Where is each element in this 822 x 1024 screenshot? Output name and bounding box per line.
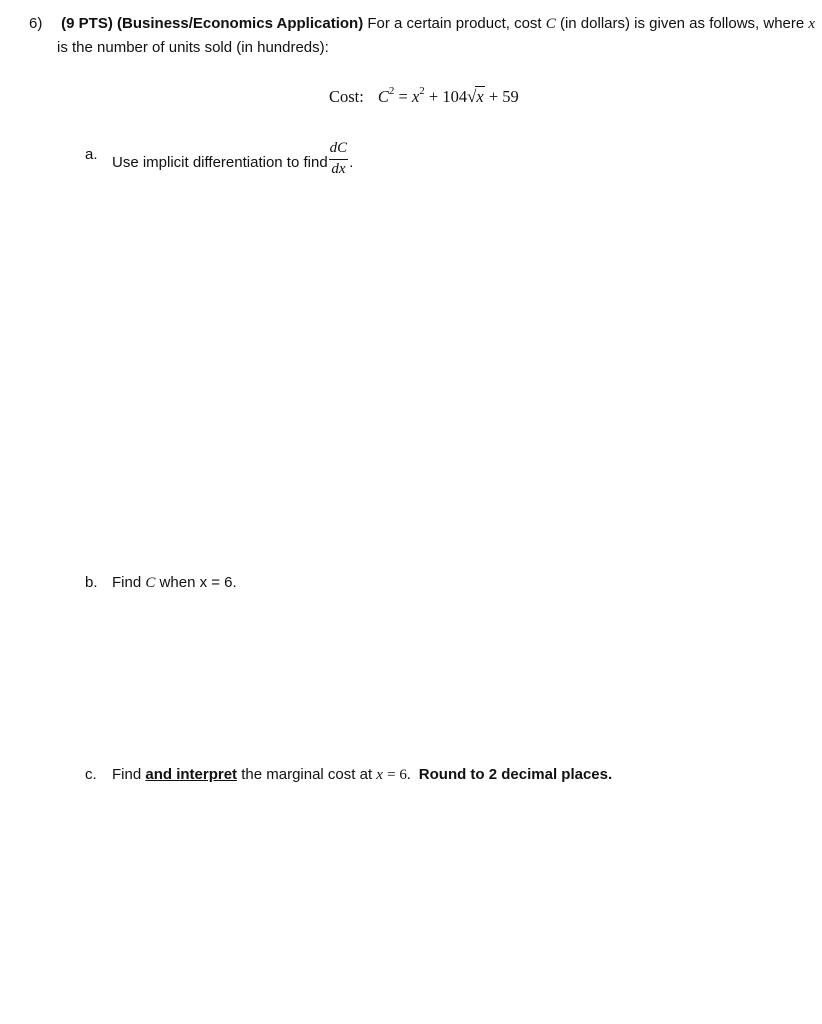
part-c-rounding-note: Round to 2 decimal places.	[418, 766, 613, 783]
question-header	[29, 15, 815, 33]
cost-label: Cost:	[329, 87, 364, 106]
part-b-text	[112, 574, 237, 592]
fraction-numerator: dC	[329, 141, 349, 160]
part-c-text-2: the marginal cost at	[241, 766, 373, 783]
variable-c: C	[545, 16, 556, 32]
variable-x: x	[808, 16, 816, 32]
intro-text-2: (in dollars) is given as follows, where	[559, 15, 805, 32]
part-c-text-3: = 6.	[387, 767, 411, 783]
part-b-text-2: when x = 6.	[159, 574, 237, 591]
part-b-letter: b.	[85, 574, 98, 591]
eq-equals: =	[394, 87, 412, 106]
part-a-letter: a.	[85, 146, 98, 163]
eq-radicand: x	[476, 87, 484, 106]
part-c-text	[112, 766, 612, 784]
part-b-variable: C	[145, 575, 156, 591]
points-label: (9 PTS)	[61, 15, 113, 32]
question-intro-line2	[57, 39, 329, 56]
part-b-text-1: Find	[112, 574, 142, 591]
fraction-denominator: dx	[331, 161, 346, 177]
part-c-letter: c.	[85, 766, 97, 783]
eq-tail: + 59	[484, 87, 519, 106]
eq-lhs: C	[377, 87, 389, 106]
part-a-text	[112, 140, 354, 181]
part-c-emphasis: and interpret	[145, 766, 238, 783]
cost-equation	[329, 84, 519, 107]
intro-text-1: For a certain product, cost	[367, 15, 542, 32]
derivative-fraction	[329, 141, 349, 177]
eq-term1: x	[411, 87, 420, 106]
part-a-instruction: Use implicit differentiation to find	[112, 153, 328, 171]
intro-text-3: is the number of units sold (in hundreds):	[57, 39, 329, 56]
part-c-text-1: Find	[112, 766, 142, 783]
part-a-period: .	[349, 153, 354, 171]
eq-term1-exponent: 2	[419, 84, 425, 97]
eq-lhs-exponent: 2	[388, 84, 395, 97]
question-number: 6)	[29, 15, 43, 32]
eq-plus-coef: + 104	[424, 87, 468, 106]
category-label: (Business/Economics Application)	[117, 15, 364, 32]
sqrt-icon: √	[467, 87, 477, 106]
part-c-variable: x	[376, 767, 383, 783]
